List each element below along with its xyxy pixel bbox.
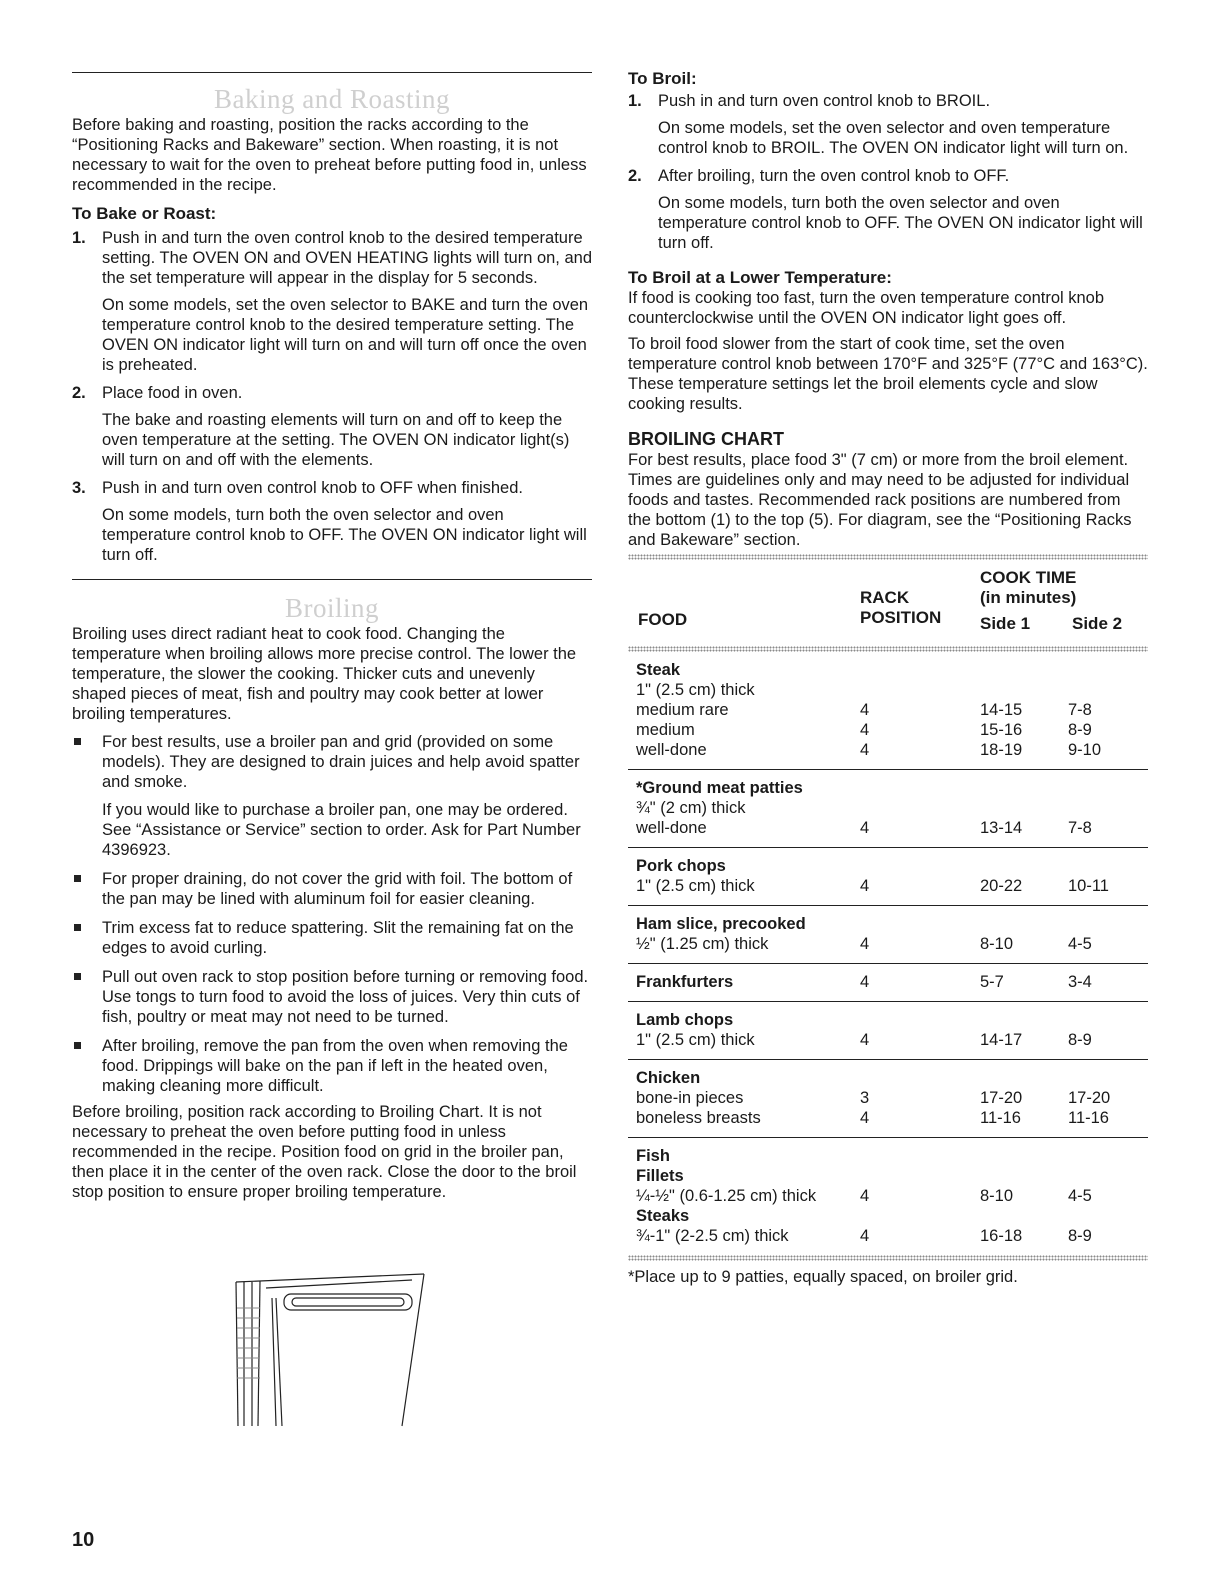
rack-cell: 4 — [860, 741, 870, 759]
broiling-closing: Before broiling, position rack according to Broiling Chart. It is not necessary to preheat the oven before putting food in unless recommended in the recipe. Position food on grid in the broiler pan, then place it in the center of the oven rack. Close the door to the broil stop position to ensure proper broiling temperature. — [72, 1103, 577, 1201]
chart-footnote: *Place up to 9 patties, equally spaced, on broiler grid. — [628, 1268, 1018, 1286]
table-row — [636, 934, 1148, 954]
rack-cell: 4 — [860, 1187, 870, 1205]
side2-cell: 4-5 — [1068, 935, 1092, 953]
food-cell: 1" (2.5 cm) thick — [636, 877, 755, 895]
table-row — [636, 1206, 1148, 1226]
baking-section-title: Baking and Roasting — [214, 84, 450, 114]
section-divider — [72, 579, 592, 580]
table-row — [636, 720, 1148, 740]
side2-cell: 10-11 — [1068, 877, 1109, 895]
bake-steps-list — [72, 228, 592, 565]
chart-bottom-border — [628, 1255, 1148, 1261]
table-row — [636, 1088, 1148, 1108]
side2-cell: 8-9 — [1068, 1031, 1092, 1049]
rack-cell: 4 — [860, 973, 870, 991]
food-cell: medium rare — [636, 701, 729, 719]
side1-cell: 5-7 — [980, 973, 1004, 991]
rack-cell: 4 — [860, 1227, 870, 1245]
food-cell: bone-in pieces — [636, 1089, 744, 1107]
side2-cell: 3-4 — [1068, 973, 1092, 991]
table-row — [636, 778, 1148, 798]
table-row — [636, 798, 1148, 818]
table-row — [636, 700, 1148, 720]
side2-cell: 17-20 — [1068, 1089, 1111, 1107]
bullet-icon — [74, 875, 81, 882]
rack-cell: 4 — [860, 935, 870, 953]
chart-group — [628, 906, 1148, 964]
header-food: FOOD — [638, 610, 688, 629]
food-cell: medium — [636, 721, 695, 739]
table-row — [636, 1068, 1148, 1088]
list-item: 2. After broiling, turn the oven control knob to OFF. On some models, turn both the oven selector and oven temperature control knob to OFF. The OVEN ON indicator light will turn off. — [628, 167, 1143, 252]
food-cell: ½" (1.25 cm) thick — [636, 935, 769, 953]
broiling-chart-title: BROILING CHART — [628, 429, 784, 449]
side1-cell: 8-10 — [980, 1187, 1014, 1205]
list-item: 3. Push in and turn oven control knob to OFF when finished. On some models, turn both the oven selector and oven temperature control knob to OFF. The OVEN ON indicator light will turn off. — [72, 479, 587, 564]
chart-group — [628, 1138, 1148, 1255]
to-broil-subhead: To Broil: — [628, 69, 697, 88]
chart-header — [628, 560, 1148, 646]
side2-cell: 7-8 — [1068, 819, 1092, 837]
side1-cell: 11-16 — [980, 1109, 1021, 1127]
list-item: 2. Place food in oven. The bake and roasting elements will turn on and off to keep the oven temperature at the setting. The OVEN ON indicator light(s) will turn on and off with the elements. — [72, 384, 570, 469]
list-item: After broiling, remove the pan from the oven when removing the food. Drippings will bake on the pan if left in the heated oven, making cleaning more difficult. — [72, 1036, 592, 1096]
side1-cell: 13-14 — [980, 819, 1023, 837]
side1-cell: 18-19 — [980, 741, 1023, 759]
bullet-icon — [74, 973, 81, 980]
table-row — [636, 1108, 1148, 1128]
chart-group — [628, 770, 1148, 848]
side1-cell: 15-16 — [980, 721, 1023, 739]
food-cell: Lamb chops — [636, 1011, 734, 1029]
side1-cell: 17-20 — [980, 1089, 1023, 1107]
food-cell: Fish — [636, 1147, 670, 1165]
side2-cell: 7-8 — [1068, 701, 1092, 719]
list-item: For best results, use a broiler pan and grid (provided on some models). They are designed to drain juices and help avoid spatter and smoke. If you would like to purchase a broiler pan, one may be ordered. See “Assistance or Service” section to order. Ask for Part Number 4396923. — [72, 732, 592, 860]
lower-temp-para-1: If food is cooking too fast, turn the oven temperature control knob counterclockwise until the OVEN ON indicator light goes off. — [628, 289, 1105, 327]
table-row — [636, 914, 1148, 934]
header-position: POSITION — [860, 608, 942, 627]
food-cell: well-done — [636, 819, 707, 837]
header-rack: RACK — [860, 588, 910, 607]
list-item: Trim excess fat to reduce spattering. Slit the remaining fat on the edges to avoid curling. — [72, 918, 592, 958]
side2-cell: 8-9 — [1068, 721, 1092, 739]
header-side-2: Side 2 — [1072, 614, 1123, 633]
table-row — [636, 1166, 1148, 1186]
food-cell: Chicken — [636, 1069, 701, 1087]
list-item: For proper draining, do not cover the grid with foil. The bottom of the pan may be lined with aluminum foil for easier cleaning. — [72, 869, 592, 909]
food-cell: well-done — [636, 741, 707, 759]
rack-cell: 4 — [860, 819, 870, 837]
food-cell: Steak — [636, 661, 681, 679]
right-column — [628, 0, 1148, 1287]
broiling-chart-body — [628, 652, 1148, 1255]
broiling-tips-list — [72, 732, 592, 1096]
chart-group — [628, 1060, 1148, 1138]
oven-door-broil-stop-icon — [232, 1268, 432, 1428]
table-row — [636, 972, 1148, 992]
table-row — [636, 740, 1148, 760]
broiling-chart-intro: For best results, place food 3" (7 cm) or more from the broil element. Times are guidelines only and may need to be adjusted for individual foods and tastes. Recommended rack positions are numbered from the bottom (1) to the top (5). For diagram, see the “Positioning Racks and Bakeware” section. — [628, 451, 1132, 549]
table-row — [636, 856, 1148, 876]
broiling-intro: Broiling uses direct radiant heat to cook food. Changing the temperature when broiling allows more precise control. The lower the temperature, the slower the cooking. Thicker cuts and unevenly shaped pieces of meat, fish and poultry may cook better at lower broiling temperatures. — [72, 625, 577, 723]
chart-group — [628, 1002, 1148, 1060]
table-row — [636, 680, 1148, 700]
table-row — [636, 1226, 1148, 1246]
chart-group — [628, 652, 1148, 770]
lower-temp-subhead: To Broil at a Lower Temperature: — [628, 268, 892, 287]
left-column — [72, 0, 592, 1202]
side2-cell: 9-10 — [1068, 741, 1102, 759]
header-side-1: Side 1 — [980, 614, 1031, 633]
list-item: 1. Push in and turn oven control knob to BROIL. On some models, set the oven selector and oven temperature control knob to BROIL. The OVEN ON indicator light will turn on. — [628, 92, 1129, 157]
chart-group — [628, 964, 1148, 1002]
rack-cell: 4 — [860, 701, 870, 719]
lower-temp-para-2: To broil food slower from the start of cook time, set the oven temperature control knob between 170°F and 325°F (77°C and 163°C). These temperature settings let the broil elements cycle and slow cooking results. — [628, 335, 1148, 413]
header-in-minutes: (in minutes) — [980, 588, 1077, 607]
bullet-icon — [74, 1042, 81, 1049]
list-item: 1. Push in and turn the oven control knob to the desired temperature setting. The OVEN ON and OVEN HEATING lights will turn on, and the set temperature will appear in the display for 5 seconds. On some models, set the oven selector to BAKE and turn the oven temperature control knob to the desired temperature setting. The OVEN ON indicator light will turn on and will turn off once the oven is preheated. — [72, 229, 593, 374]
rack-cell: 3 — [860, 1089, 870, 1107]
food-cell: 1" (2.5 cm) thick — [636, 681, 755, 699]
side1-cell: 20-22 — [980, 877, 1023, 895]
side1-cell: 14-15 — [980, 701, 1023, 719]
rack-cell: 4 — [860, 877, 870, 895]
header-cook-time: COOK TIME — [980, 568, 1077, 587]
side1-cell: 8-10 — [980, 935, 1014, 953]
food-cell: Frankfurters — [636, 973, 734, 991]
side1-cell: 16-18 — [980, 1227, 1023, 1245]
table-row — [636, 1186, 1148, 1206]
food-cell: ¾-1" (2-2.5 cm) thick — [636, 1227, 789, 1245]
baking-intro: Before baking and roasting, position the racks according to the “Positioning Racks and Bakeware” section. When roasting, it is not necessary to wait for the oven to preheat before putting food in, unless recommended in the recipe. — [72, 116, 587, 194]
food-cell: Steaks — [636, 1207, 690, 1225]
broil-steps-list — [628, 91, 1148, 253]
table-row — [636, 1010, 1148, 1030]
food-cell: ¾" (2 cm) thick — [636, 799, 746, 817]
rack-cell: 4 — [860, 1031, 870, 1049]
side2-cell: 8-9 — [1068, 1227, 1092, 1245]
side2-cell: 4-5 — [1068, 1187, 1092, 1205]
food-cell: 1" (2.5 cm) thick — [636, 1031, 755, 1049]
bake-roast-subhead: To Bake or Roast: — [72, 204, 217, 223]
rack-cell: 4 — [860, 1109, 870, 1127]
table-row — [636, 660, 1148, 680]
food-cell: ¼-½" (0.6-1.25 cm) thick — [636, 1187, 817, 1205]
side2-cell: 11-16 — [1068, 1109, 1109, 1127]
food-cell: Pork chops — [636, 857, 726, 875]
food-cell: Fillets — [636, 1167, 684, 1185]
food-cell: Ham slice, precooked — [636, 915, 806, 933]
bullet-icon — [74, 738, 81, 745]
table-row — [636, 818, 1148, 838]
section-divider — [72, 72, 592, 73]
side1-cell: 14-17 — [980, 1031, 1023, 1049]
table-row — [636, 1030, 1148, 1050]
food-cell: *Ground meat patties — [636, 779, 803, 797]
chart-group — [628, 848, 1148, 906]
list-item: Pull out oven rack to stop position before turning or removing food. Use tongs to turn food to avoid the loss of juices. Very thin cuts of fish, poultry or meat may not need to be turned. — [72, 967, 592, 1027]
page-number: 10 — [72, 1529, 95, 1551]
table-row — [636, 876, 1148, 896]
table-row — [636, 1146, 1148, 1166]
food-cell: boneless breasts — [636, 1109, 761, 1127]
bullet-icon — [74, 924, 81, 931]
broiling-section-title: Broiling — [284, 593, 379, 623]
rack-cell: 4 — [860, 721, 870, 739]
